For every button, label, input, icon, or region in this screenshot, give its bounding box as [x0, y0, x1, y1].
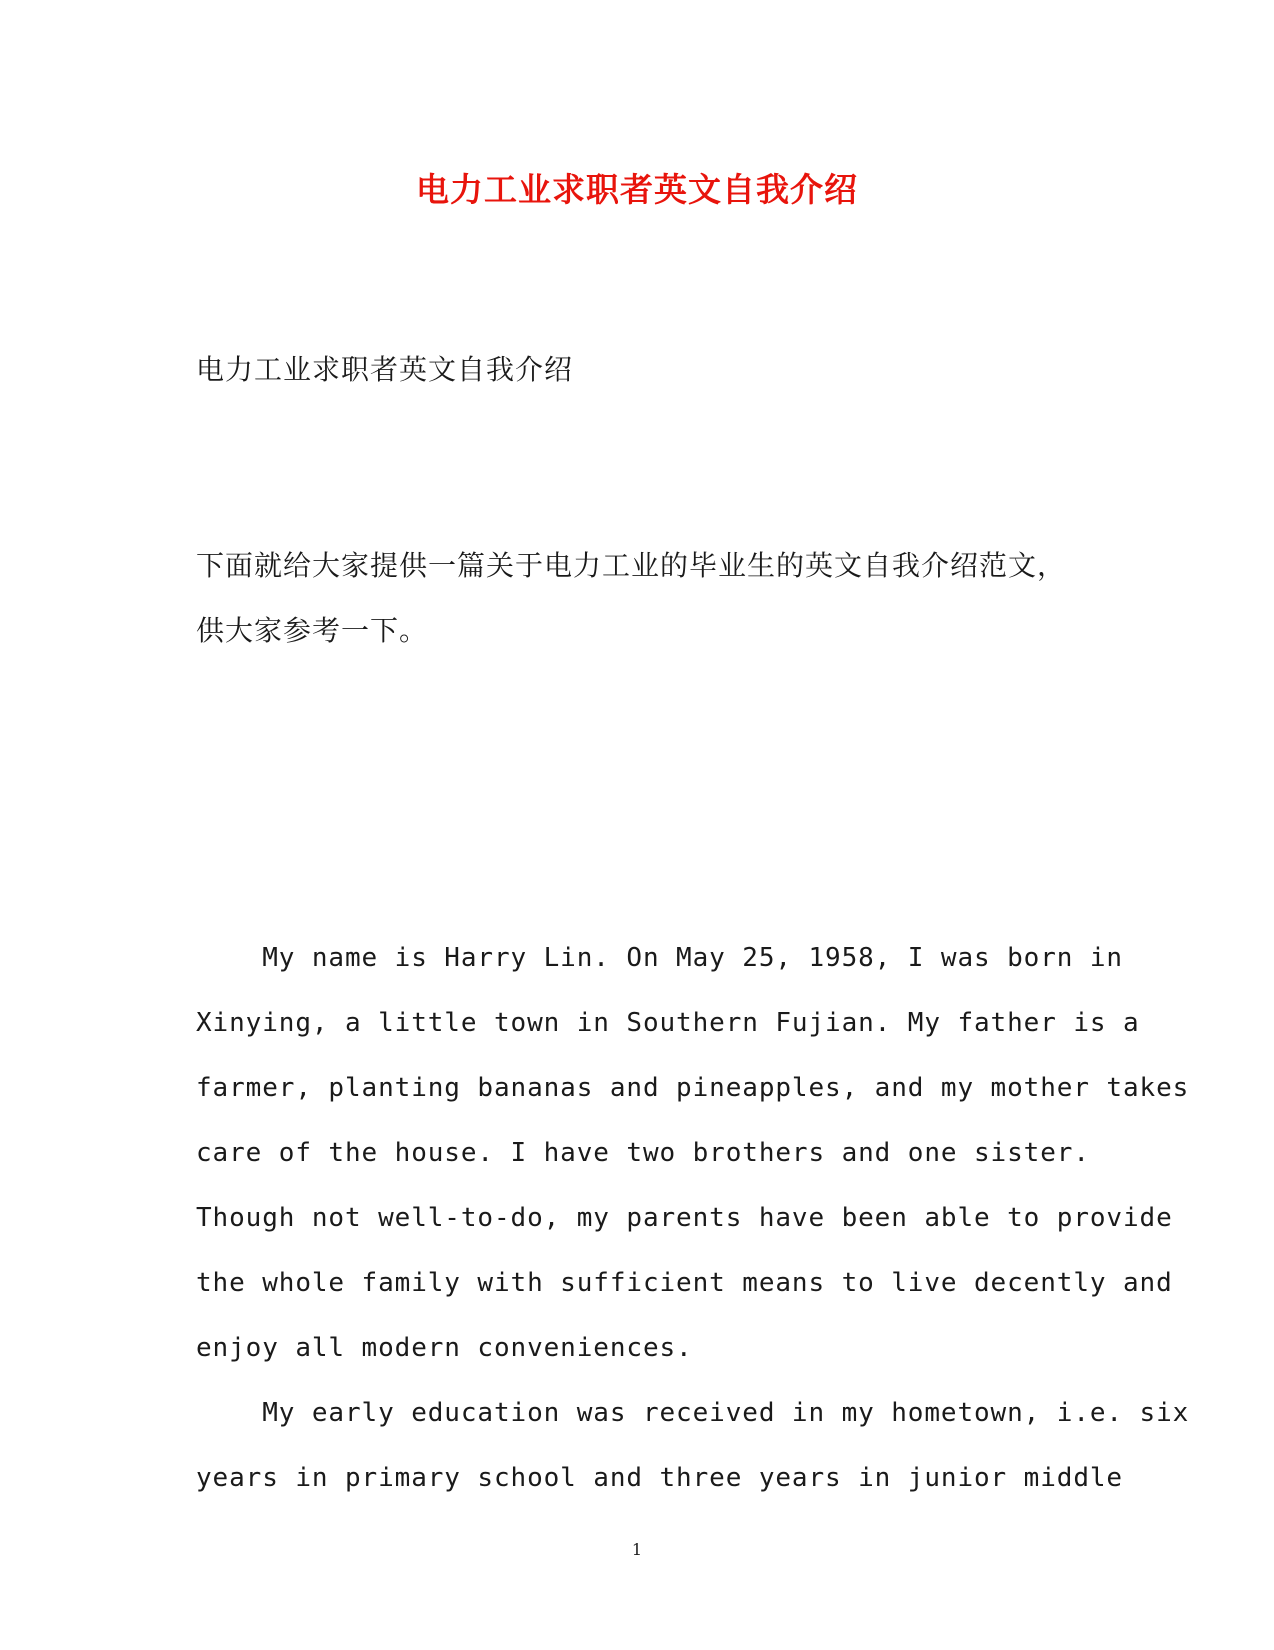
document-subtitle: 电力工业求职者英文自我介绍	[196, 353, 574, 386]
document-title: 电力工业求职者英文自我介绍	[416, 170, 858, 209]
body-line: enjoy all modern conveniences.	[196, 1333, 693, 1363]
body-line: the whole family with sufficient means to live decently and	[196, 1268, 1173, 1298]
body-text	[196, 940, 1190, 1525]
body-line: Though not well-to-do, my parents have been able to provide	[196, 1203, 1173, 1233]
body-line: farmer, planting bananas and pineapples, and my mother takes	[196, 1073, 1190, 1103]
intro-line: 下面就给大家提供一篇关于电力工业的毕业生的英文自我介绍范文，	[196, 549, 1067, 582]
body-line: Xinying, a little town in Southern Fujian. My father is a	[196, 1008, 1140, 1038]
body-line: care of the house. I have two brothers and one sister.	[196, 1138, 1090, 1168]
body-line: My early education was received in my hometown, i.e. six	[196, 1398, 1190, 1428]
intro-line: 供大家参考一下。	[196, 614, 429, 647]
body-line: years in primary school and three years in junior middle	[196, 1463, 1123, 1493]
page-number: 1	[631, 1540, 643, 1559]
body-line: My name is Harry Lin. On May 25, 1958, I was born in	[196, 943, 1123, 973]
intro-paragraph	[196, 548, 1096, 678]
